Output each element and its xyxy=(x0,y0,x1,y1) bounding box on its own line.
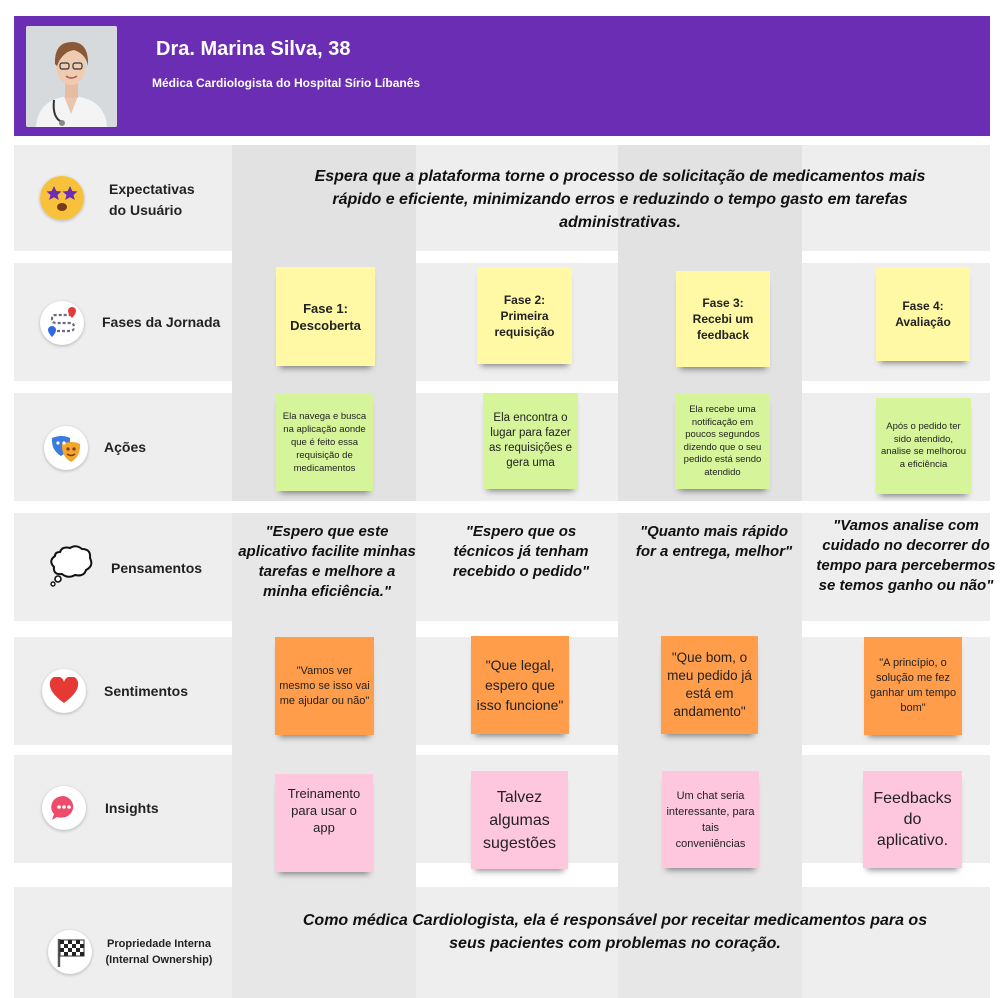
thought-1: "Espero que este aplicativo facilite minhas tarefas e melhore a minha eficiência." xyxy=(238,523,416,600)
ownership-text: Como médica Cardiologista, ela é responsável por receitar medicamentos para os seus pacientes com problemas no coração. xyxy=(302,912,928,952)
phases-label: Fases da Jornada xyxy=(102,314,221,330)
thought-bubble-icon xyxy=(48,544,94,588)
persona-role: Médica Cardiologista do Hospital Sírio Líbanês xyxy=(152,76,421,90)
star-eyes-emoji-icon xyxy=(40,176,84,220)
persona-name: Dra. Marina Silva, 38 xyxy=(156,38,351,60)
route-map-icon xyxy=(40,301,84,345)
insight-sticky-3: Um chat seria interessante, para tais conveniências xyxy=(662,771,759,868)
phase-sticky-3: Fase 3: Recebi um feedback xyxy=(676,271,770,367)
thoughts-label: Pensamentos xyxy=(111,560,203,576)
phase-sticky-4: Fase 4: Avaliação xyxy=(876,267,970,361)
speech-bubble-icon xyxy=(42,786,86,830)
thought-4: "Vamos analise com cuidado no decorrer do tempo para percebermos se temos ganho ou não" xyxy=(816,517,996,594)
action-sticky-3: Ela recebe uma notificação em poucos segundos dizendo que o seu pedido está sendo atendido xyxy=(675,394,770,489)
heart-icon xyxy=(42,669,86,713)
feeling-sticky-1: "Vamos ver mesmo se isso vai me ajudar ou não" xyxy=(275,637,374,735)
theater-masks-icon xyxy=(44,426,88,470)
action-sticky-2: Ela encontra o lugar para fazer as requisições e gera uma xyxy=(483,393,578,489)
thought-3: "Quanto mais rápido for a entrega, melhor" xyxy=(635,523,793,560)
checkered-flag-icon xyxy=(48,930,92,974)
insight-sticky-2: Talvez algumas sugestões xyxy=(471,771,568,869)
insight-sticky-1: Treinamento para usar o app xyxy=(275,774,373,872)
thought-2: "Espero que os técnicos já tenham recebido o pedido" xyxy=(452,523,590,580)
action-sticky-4: Após o pedido ter sido atendido, analise se melhorou a eficiência xyxy=(876,398,971,494)
feeling-sticky-3: "Que bom, o meu pedido já está em andamento" xyxy=(661,636,758,734)
phase-sticky-2: Fase 2: Primeira requisição xyxy=(477,267,572,364)
phase-sticky-1: Fase 1: Descoberta xyxy=(276,267,375,366)
feelings-label: Sentimentos xyxy=(104,683,189,699)
feeling-sticky-2: "Que legal, espero que isso funcione" xyxy=(471,636,569,734)
feeling-sticky-4: "A princípio, o solução me fez ganhar um tempo bom" xyxy=(864,637,962,735)
ownership-label: Propriedade Interna (Internal Ownership) xyxy=(105,938,213,966)
insight-sticky-4: Feedbacks do aplicativo. xyxy=(863,771,962,868)
expectations-text: Espera que a plataforma torne o processo de solicitação de medicamentos mais rápido e eficiente, minimizando erros e reduzindo o tempo gasto em tarefas administrativas. xyxy=(314,168,926,231)
action-sticky-1: Ela navega e busca na aplicação aonde que é feito essa requisição de medicamentos xyxy=(276,394,373,491)
expectations-label: Expectativas do Usuário xyxy=(109,181,195,218)
actions-label: Ações xyxy=(104,439,147,455)
insights-label: Insights xyxy=(105,800,159,816)
persona-avatar xyxy=(26,26,117,127)
